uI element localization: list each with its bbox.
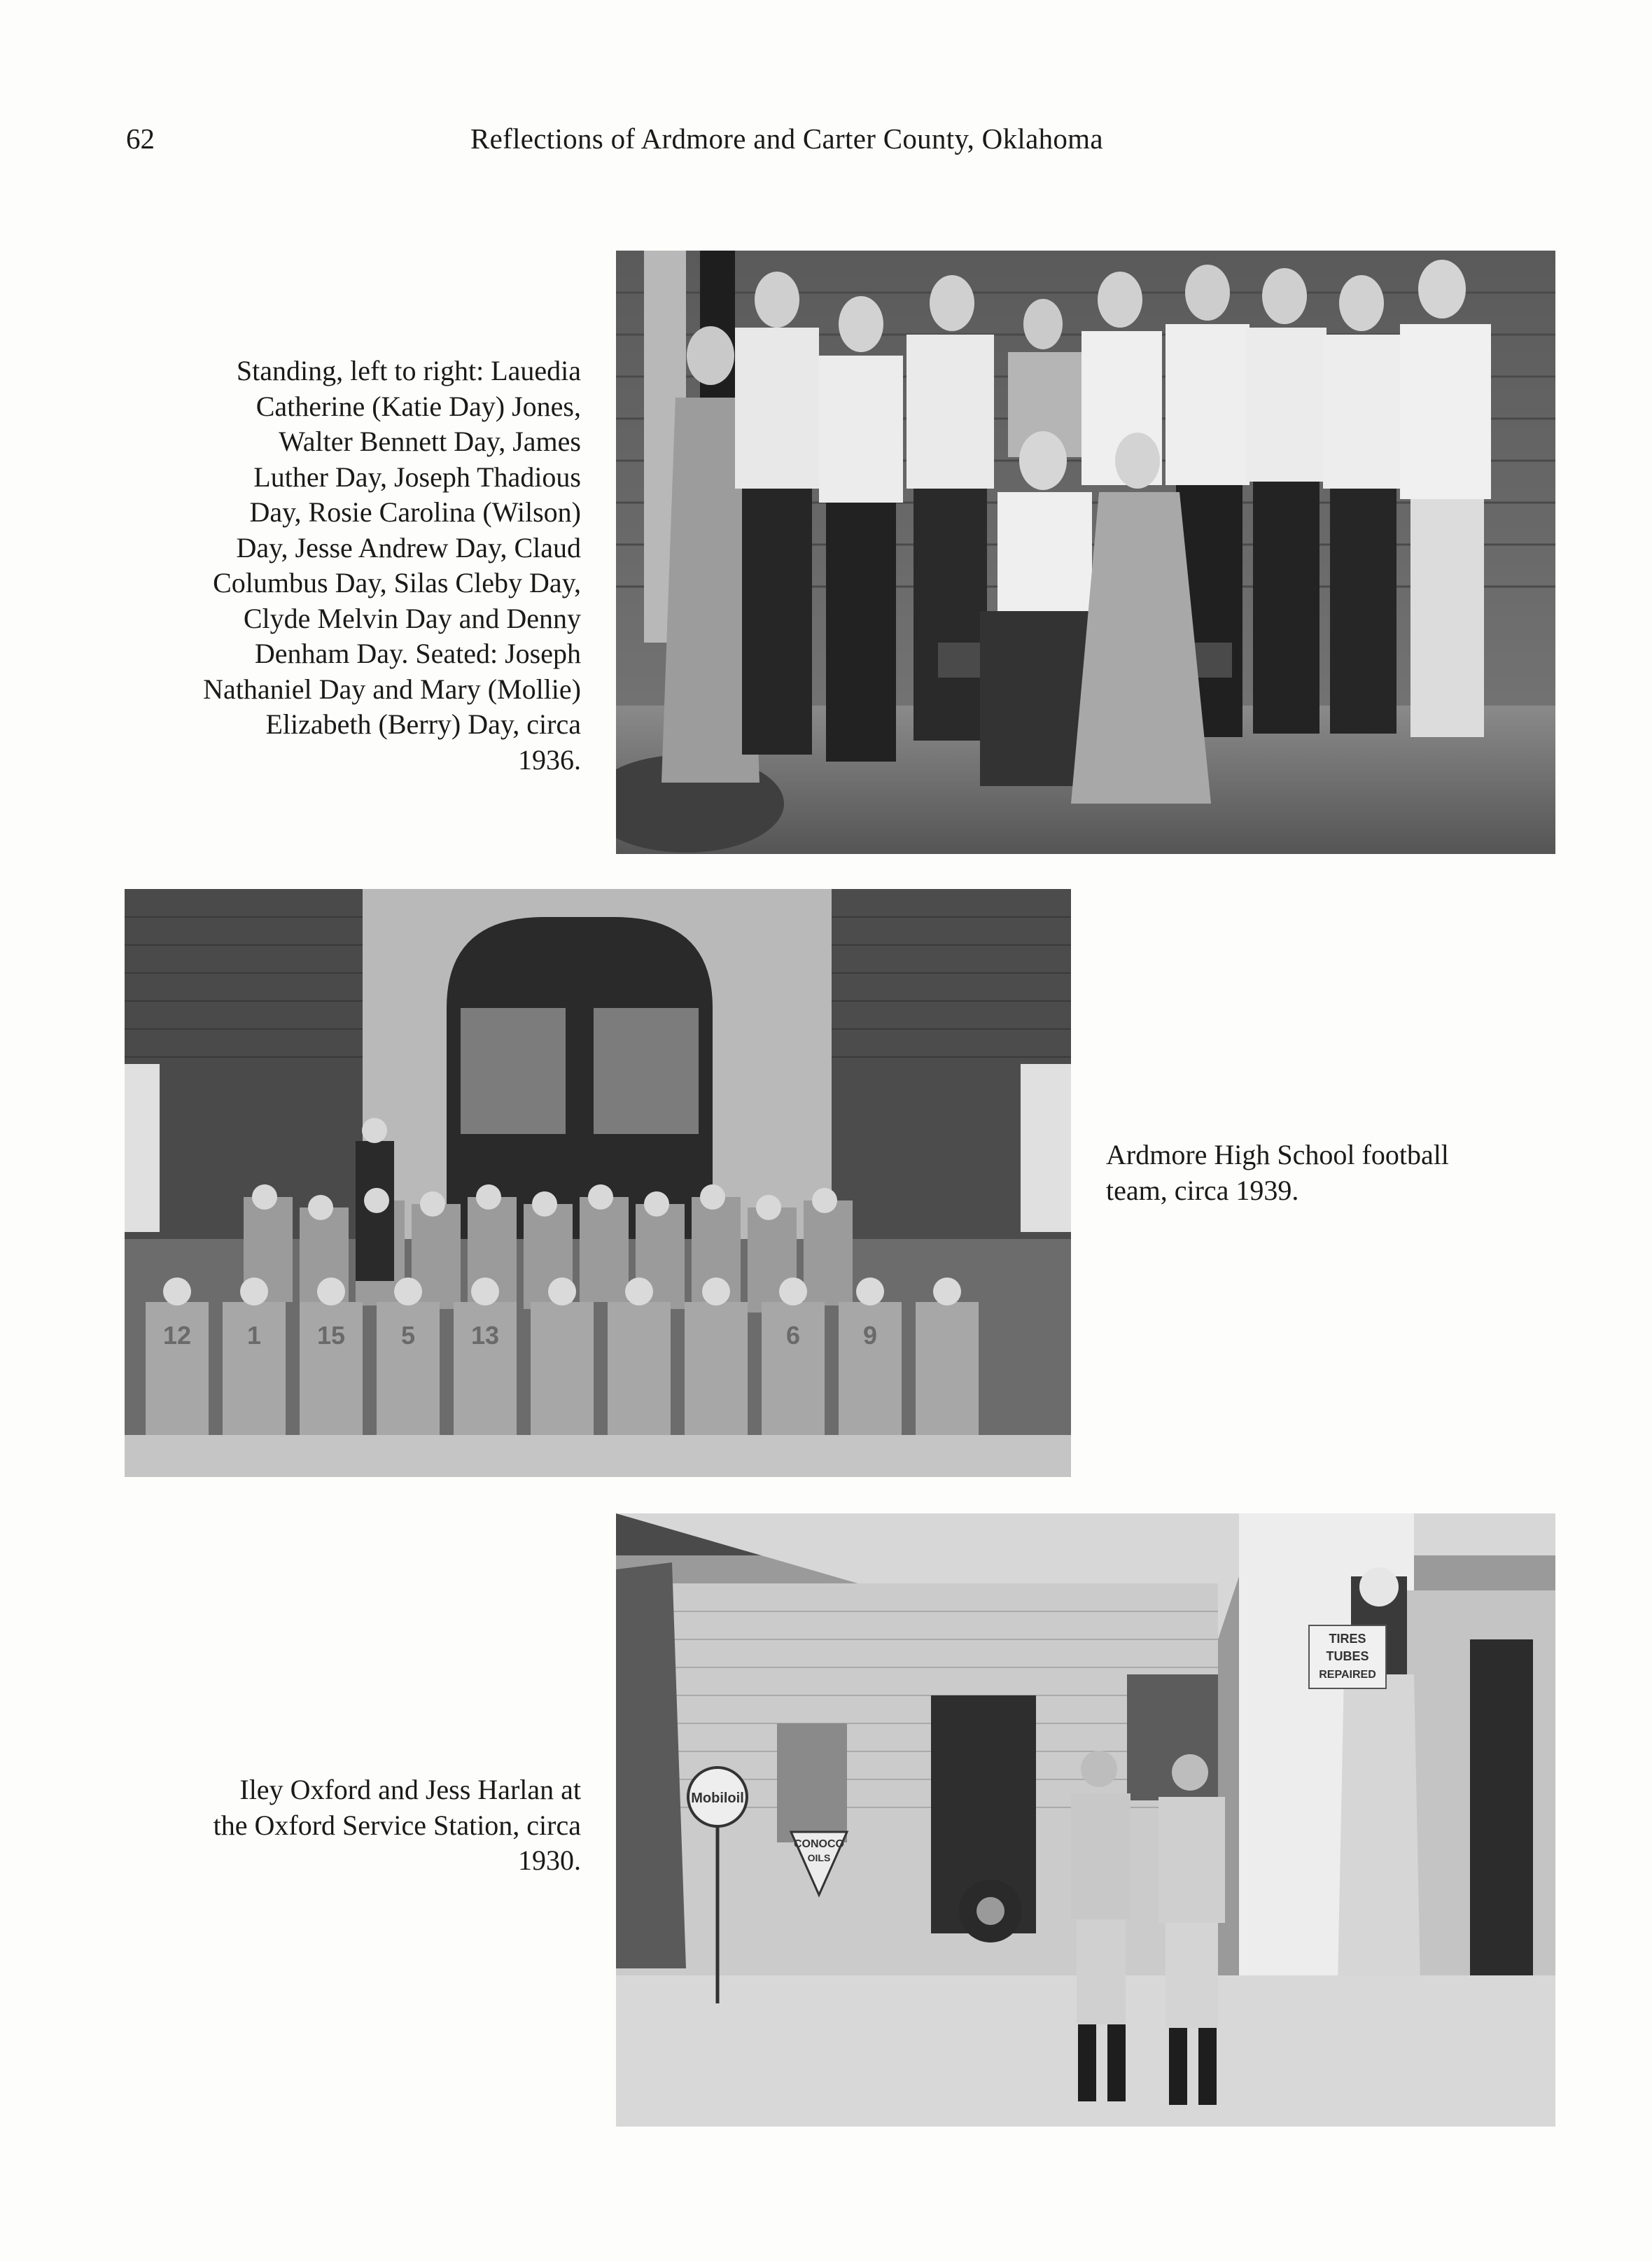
caption-line: 1936.	[518, 743, 581, 776]
tires-sign-line-3: REPAIRED	[1319, 1669, 1376, 1681]
caption-line: 1930.	[518, 1844, 581, 1876]
jersey-number: 6	[785, 1321, 801, 1350]
caption-line: Standing, left to right: Lauedia	[236, 355, 581, 386]
jersey-number: 1	[246, 1321, 262, 1350]
service-station-photo	[616, 1513, 1555, 2127]
caption-line: Walter Bennett Day, James	[279, 426, 581, 457]
caption-line: Elizabeth (Berry) Day, circa	[265, 708, 581, 740]
service-station-caption	[105, 1772, 581, 1879]
jersey-number: 5	[400, 1321, 416, 1350]
running-header-title: Reflections of Ardmore and Carter County, Oklahoma	[470, 122, 1103, 155]
tires-sign-line-2: TUBES	[1326, 1649, 1369, 1663]
page-number: 62	[126, 122, 155, 155]
caption-line: the Oxford Service Station, circa	[213, 1809, 581, 1841]
football-photo-caption	[1106, 1138, 1596, 1208]
conoco-sign-sub: OILS	[807, 1852, 831, 1863]
caption-line: Luther Day, Joseph Thadious	[253, 461, 581, 493]
caption-line: Ardmore High School football	[1106, 1139, 1449, 1170]
caption-line: team, circa 1939.	[1106, 1174, 1299, 1206]
caption-line: Clyde Melvin Day and Denny	[243, 602, 581, 634]
caption-line: Columbus Day, Silas Cleby Day,	[213, 567, 581, 598]
family-photo	[616, 251, 1555, 854]
caption-line: Day, Jesse Andrew Day, Claud	[236, 531, 581, 564]
family-photo-caption	[105, 354, 581, 778]
jersey-number: 15	[316, 1321, 346, 1350]
caption-line: Iley Oxford and Jess Harlan at	[239, 1774, 581, 1805]
caption-line: Day, Rosie Carolina (Wilson)	[249, 496, 581, 528]
caption-line: Denham Day. Seated: Joseph	[254, 638, 581, 669]
football-team-photo	[125, 889, 1071, 1477]
caption-line: Catherine (Katie Day) Jones,	[255, 390, 581, 422]
mobiloil-sign: Mobiloil	[691, 1791, 744, 1806]
jersey-number: 12	[162, 1321, 192, 1350]
jersey-number: 13	[470, 1321, 500, 1350]
jersey-number: 9	[862, 1321, 878, 1350]
caption-line: Nathaniel Day and Mary (Mollie)	[203, 673, 581, 705]
tires-sign-line-1: TIRES	[1329, 1632, 1366, 1646]
conoco-sign: CONOCO	[794, 1838, 844, 1850]
